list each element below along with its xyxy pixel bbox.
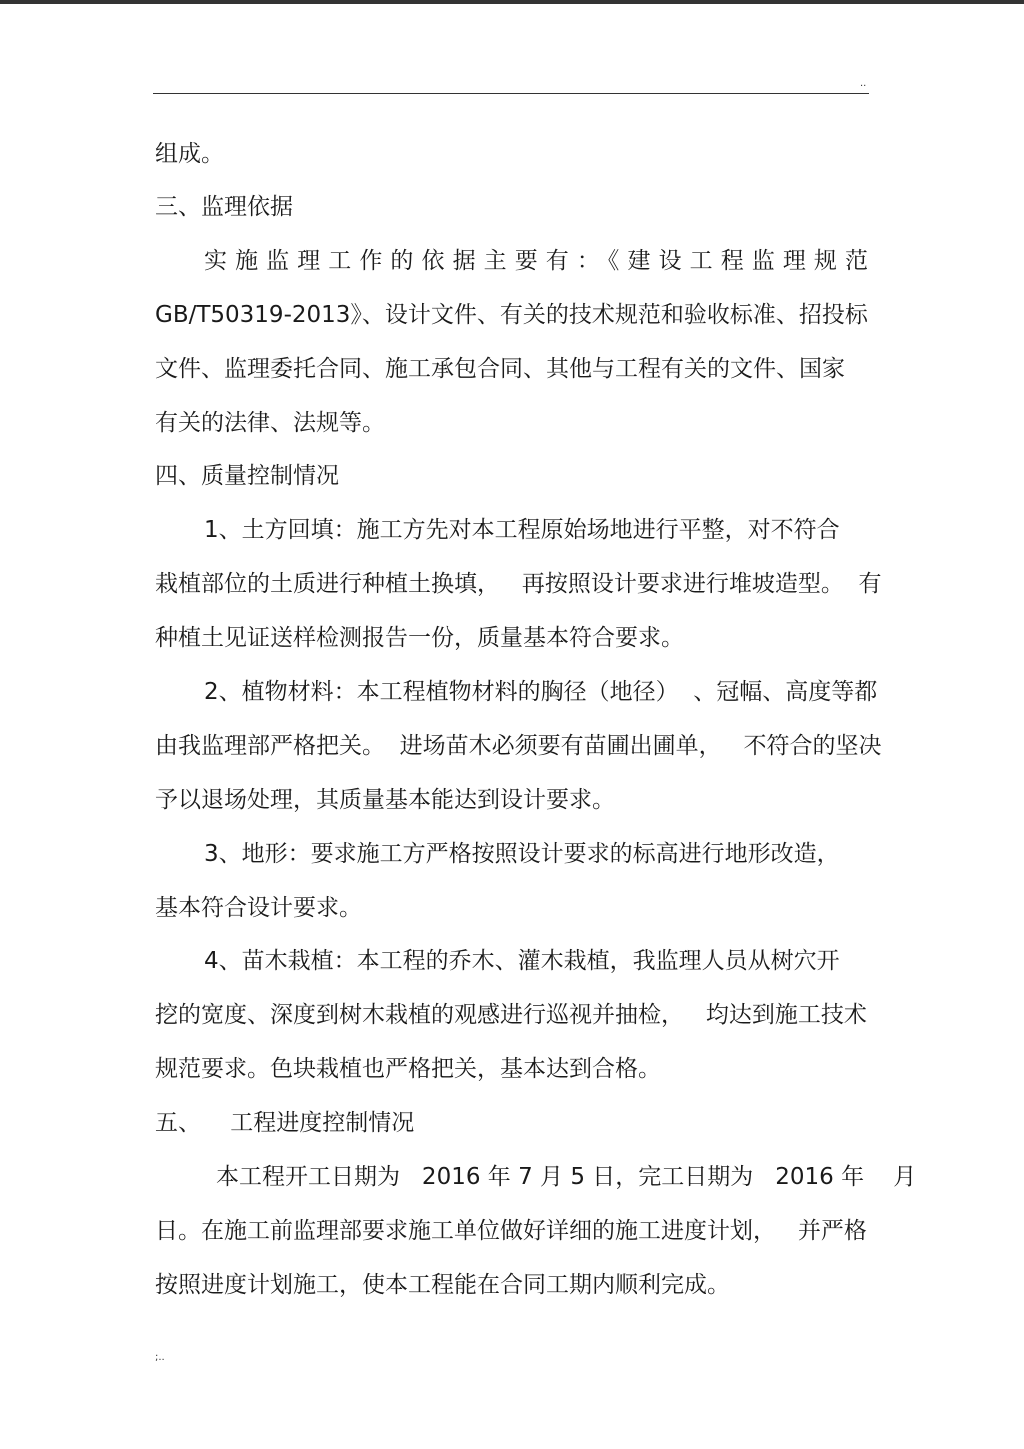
text-line: 由我监理部严格把关。 进场苗木必须要有苗圃出圃单， 不符合的坚决	[155, 733, 882, 759]
text-line: 规范要求。色块栽植也严格把关，基本达到合格。	[155, 1056, 661, 1082]
text-line: 本工程开工日期为 2016 年 7 月 5 日，完工日期为 2016 年 月	[216, 1164, 917, 1190]
top-border	[0, 0, 1024, 4]
text-line: 4、苗木栽植：本工程的乔木、灌木栽植，我监理人员从树穴开	[204, 948, 840, 974]
text-line: 2、植物材料：本工程植物材料的胸径（地径） 、冠幅、高度等都	[204, 679, 878, 705]
text-line: 实施监理工作的依据主要有：《建设工程监理规范	[204, 248, 868, 274]
text-line: 予以退场处理，其质量基本能达到设计要求。	[155, 787, 615, 813]
header-rule	[153, 93, 869, 94]
text-line: 1、土方回填：施工方先对本工程原始场地进行平整，对不符合	[204, 517, 840, 543]
text-line: 种植土见证送样检测报告一份，质量基本符合要求。	[155, 625, 684, 651]
section-heading: 三、监理依据	[155, 194, 293, 220]
text-line: 日。在施工前监理部要求施工单位做好详细的施工进度计划， 并严格	[155, 1218, 867, 1244]
text-line: 挖的宽度、深度到树木栽植的观感进行巡视并抽检， 均达到施工技术	[155, 1002, 867, 1028]
section-heading: 四、质量控制情况	[155, 463, 339, 489]
text-line: 组成。	[155, 141, 224, 167]
text-line: 有关的法律、法规等。	[155, 410, 385, 436]
footer-mark: ;..	[155, 1352, 165, 1363]
section-heading: 五、 工程进度控制情况	[155, 1110, 415, 1136]
text-line: 基本符合设计要求。	[155, 895, 362, 921]
text-line: 按照进度计划施工，使本工程能在合同工期内顺利完成。	[155, 1272, 730, 1298]
header-mark: ..	[860, 78, 867, 89]
text-line: 栽植部位的土质进行种植土换填， 再按照设计要求进行堆坡造型。 有	[155, 571, 882, 597]
text-line: GB/T50319-2013》、设计文件、有关的技术规范和验收标准、招投标	[155, 302, 868, 328]
text-line: 3、地形：要求施工方严格按照设计要求的标高进行地形改造，	[204, 841, 840, 867]
text-line: 文件、监理委托合同、施工承包合同、其他与工程有关的文件、国家	[155, 356, 845, 382]
